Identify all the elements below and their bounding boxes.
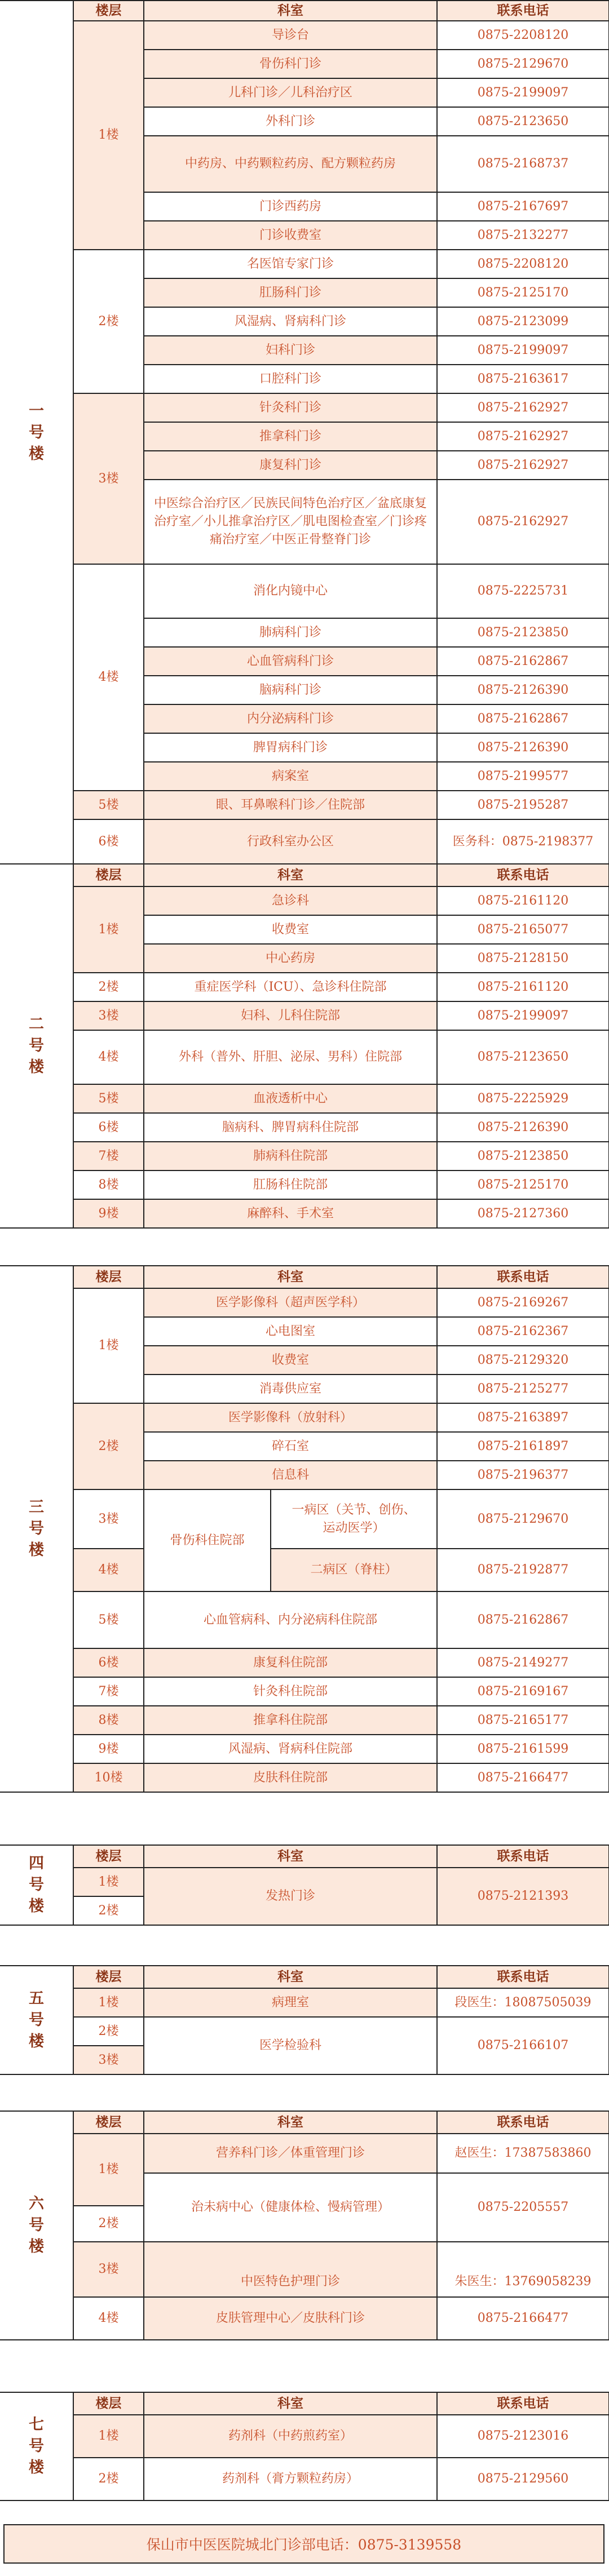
building-2-label-cell — [0, 864, 73, 1228]
floor-cell: 1楼 — [73, 1868, 144, 1896]
phone-cell: 0875-2199577 — [437, 762, 609, 791]
dept-cell: 一病区（关节、创伤、运动医学） — [271, 1489, 437, 1549]
building-1-label-cell — [0, 1, 73, 864]
building-4-table — [0, 1845, 609, 1926]
dept-cell: 肺病科门诊 — [144, 618, 437, 647]
dept-cell: 收费室 — [144, 915, 437, 944]
dept-cell: 儿科门诊／儿科治疗区 — [144, 78, 437, 107]
phone-cell: 0875-2208120 — [437, 21, 609, 50]
phone-cell: 0875-2165077 — [437, 915, 609, 944]
phone-cell: 0875-2162867 — [437, 647, 609, 676]
building-2-table — [0, 863, 609, 1229]
dept-cell: 眼、耳鼻喉科门诊／住院部 — [144, 791, 437, 819]
phone-cell: 0875-2129320 — [437, 1346, 609, 1375]
dept-cell: 名医馆专家门诊 — [144, 250, 437, 278]
phone-cell: 0875-2126390 — [437, 1113, 609, 1142]
phone-cell: 0875-2162867 — [437, 704, 609, 733]
floor-cell: 1楼 — [73, 2134, 144, 2206]
phone-cell: 0875-2125170 — [437, 1170, 609, 1199]
dept-cell: 消毒供应室 — [144, 1375, 437, 1403]
phone-cell: 0875-2123650 — [437, 1030, 609, 1084]
header-dept: 科室 — [144, 1, 437, 21]
header-floor: 楼层 — [73, 1966, 144, 1988]
floor-cell: 9楼 — [73, 1735, 144, 1763]
dept-cell: 治未病中心（健康体检、慢病管理） — [144, 2173, 437, 2242]
building-4-label-cell — [0, 1845, 73, 1925]
dept-cell: 康复科门诊 — [144, 451, 437, 480]
floor-cell: 6楼 — [73, 1648, 144, 1677]
floor-cell: 9楼 — [73, 1199, 144, 1228]
header-dept: 科室 — [144, 1266, 437, 1288]
phone-cell: 0875-2162867 — [437, 1591, 609, 1648]
phone-cell: 0875-2169267 — [437, 1288, 609, 1317]
floor-cell: 3楼 — [73, 2046, 144, 2074]
phone-cell: 0875-2162927 — [437, 451, 609, 480]
phone-cell: 0875-2127360 — [437, 1199, 609, 1228]
floor-cell: 2楼 — [73, 2458, 144, 2500]
floor-cell: 10楼 — [73, 1763, 144, 1792]
phone-cell: 0875-2162927 — [437, 480, 609, 564]
dept-cell: 血液透析中心 — [144, 1084, 437, 1113]
building-6-label-cell — [0, 2111, 73, 2340]
floor-cell: 2楼 — [73, 2206, 144, 2242]
dept-cell: 营养科门诊／体重管理门诊 — [144, 2134, 437, 2173]
building-7-label: 七号楼 — [29, 2416, 44, 2476]
phone-cell: 朱医生：13769058239 — [437, 2242, 609, 2297]
phone-cell: 0875-2125277 — [437, 1375, 609, 1403]
dept-cell: 门诊收费室 — [144, 221, 437, 250]
phone-cell: 0875-2167697 — [437, 192, 609, 221]
dept-cell: 推拿科住院部 — [144, 1706, 437, 1735]
dept-cell: 急诊科 — [144, 886, 437, 915]
floor-cell: 1楼 — [73, 1288, 144, 1403]
dept-cell: 重症医学科（ICU）、急诊科住院部 — [144, 973, 437, 1001]
dept-cell: 心血管病科门诊 — [144, 647, 437, 676]
dept-cell: 医学影像科（放射科） — [144, 1403, 437, 1432]
header-floor: 楼层 — [73, 2392, 144, 2415]
header-floor: 楼层 — [73, 2111, 144, 2134]
phone-cell: 0875-2123850 — [437, 618, 609, 647]
floor-cell: 3楼 — [73, 2242, 144, 2297]
building-6-table — [0, 2111, 609, 2340]
header-floor: 楼层 — [73, 1266, 144, 1288]
phone-cell: 0875-2199097 — [437, 1001, 609, 1030]
header-floor: 楼层 — [73, 1845, 144, 1868]
floor-cell: 1楼 — [73, 886, 144, 973]
dept-cell: 骨伤科门诊 — [144, 50, 437, 78]
phone-cell: 0875-2165177 — [437, 1706, 609, 1735]
phone-cell: 0875-2163617 — [437, 365, 609, 393]
building-3-label: 三号楼 — [29, 1498, 44, 1559]
dept-cell: 消化内镜中心 — [144, 564, 437, 618]
building-7-label-cell — [0, 2392, 73, 2500]
ortho-inpatient-cell: 骨伤科住院部 — [144, 1489, 271, 1591]
dept-cell: 内分泌病科门诊 — [144, 704, 437, 733]
dept-cell: 皮肤科住院部 — [144, 1763, 437, 1792]
dept-cell: 中心药房 — [144, 944, 437, 973]
building-7-table — [0, 2392, 609, 2501]
phone-cell: 0875-2166477 — [437, 2297, 609, 2340]
header-phone: 联系电话 — [437, 1266, 609, 1288]
floor-cell: 7楼 — [73, 1677, 144, 1706]
phone-cell: 医务科：0875-2198377 — [437, 819, 609, 864]
floor-cell: 2楼 — [73, 1403, 144, 1489]
phone-cell: 0875-2132277 — [437, 221, 609, 250]
phone-cell: 0875-2162927 — [437, 393, 609, 422]
phone-cell: 0875-2161599 — [437, 1735, 609, 1763]
phone-cell: 0875-2129560 — [437, 2458, 609, 2500]
dept-cell: 医学影像科（超声医学科） — [144, 1288, 437, 1317]
dept-cell: 收费室 — [144, 1346, 437, 1375]
phone-cell: 0875-2208120 — [437, 250, 609, 278]
floor-cell: 8楼 — [73, 1706, 144, 1735]
dept-cell: 心血管病科、内分泌病科住院部 — [144, 1591, 437, 1648]
dept-cell: 脑病科门诊 — [144, 676, 437, 704]
header-phone: 联系电话 — [437, 2111, 609, 2134]
phone-cell: 0875-2123650 — [437, 107, 609, 136]
dept-cell: 皮肤管理中心／皮肤科门诊 — [144, 2297, 437, 2340]
dept-cell: 脑病科、脾胃病科住院部 — [144, 1113, 437, 1142]
footer-phone-banner: 保山市中医医院城北门诊部电话：0875-3139558 — [3, 2524, 604, 2564]
phone-cell: 0875-2126390 — [437, 676, 609, 704]
header-floor: 楼层 — [73, 864, 144, 886]
phone-cell: 0875-2199097 — [437, 78, 609, 107]
header-dept: 科室 — [144, 2111, 437, 2134]
phone-cell: 0875-2205557 — [437, 2173, 609, 2242]
building-4-label: 四号楼 — [29, 1855, 44, 1915]
phone-cell: 0875-2128150 — [437, 944, 609, 973]
dept-cell: 外科（普外、肝胆、泌尿、男科）住院部 — [144, 1030, 437, 1084]
header-phone: 联系电话 — [437, 864, 609, 886]
phone-cell: 0875-2129670 — [437, 1489, 609, 1549]
phone-cell: 段医生：18087505039 — [437, 1988, 609, 2017]
floor-cell: 2楼 — [73, 250, 144, 393]
phone-cell: 0875-2162367 — [437, 1317, 609, 1346]
dept-cell: 康复科住院部 — [144, 1648, 437, 1677]
phone-cell: 0875-2168737 — [437, 136, 609, 192]
dept-cell: 脾胃病科门诊 — [144, 733, 437, 762]
building-5-label-cell — [0, 1966, 73, 2074]
dept-cell: 病理室 — [144, 1988, 437, 2017]
dept-cell: 风湿病、肾病科住院部 — [144, 1735, 437, 1763]
dept-cell: 病案室 — [144, 762, 437, 791]
floor-cell: 6楼 — [73, 819, 144, 864]
dept-cell: 中医综合治疗区／民族民间特色治疗区／盆底康复治疗室／小儿推拿治疗区／肌电图检查室／门诊疼痛治疗室／中医正骨整脊门诊 — [144, 480, 437, 564]
header-dept: 科室 — [144, 1845, 437, 1868]
floor-cell: 8楼 — [73, 1170, 144, 1199]
floor-cell: 4楼 — [73, 2297, 144, 2340]
phone-cell: 0875-2225929 — [437, 1084, 609, 1113]
dept-cell: 二病区（脊柱） — [271, 1549, 437, 1591]
floor-cell: 2楼 — [73, 2017, 144, 2046]
phone-cell: 0875-2195287 — [437, 791, 609, 819]
dept-cell: 信息科 — [144, 1461, 437, 1489]
building-1-label: 一号楼 — [29, 402, 44, 463]
building-3-table — [0, 1265, 609, 1793]
dept-cell: 针灸科门诊 — [144, 393, 437, 422]
dept-cell: 导诊台 — [144, 21, 437, 50]
phone-cell: 0875-2162927 — [437, 422, 609, 451]
dept-cell: 发热门诊 — [144, 1868, 437, 1925]
phone-cell: 0875-2196377 — [437, 1461, 609, 1489]
phone-cell: 0875-2199097 — [437, 336, 609, 365]
header-phone: 联系电话 — [437, 2392, 609, 2415]
floor-cell: 5楼 — [73, 1084, 144, 1113]
header-phone: 联系电话 — [437, 1966, 609, 1988]
floor-cell: 5楼 — [73, 1591, 144, 1648]
phone-cell: 0875-2163897 — [437, 1403, 609, 1432]
building-2-label: 二号楼 — [29, 1016, 44, 1076]
phone-cell: 0875-2125170 — [437, 278, 609, 307]
phone-cell: 0875-2126390 — [437, 733, 609, 762]
floor-cell: 4楼 — [73, 1030, 144, 1084]
dept-cell: 肺病科住院部 — [144, 1142, 437, 1170]
dept-cell: 肛肠科住院部 — [144, 1170, 437, 1199]
phone-cell: 0875-2123016 — [437, 2415, 609, 2458]
header-dept: 科室 — [144, 1966, 437, 1988]
phone-cell: 0875-2192877 — [437, 1549, 609, 1591]
floor-cell: 1楼 — [73, 2415, 144, 2458]
phone-cell: 0875-2129670 — [437, 50, 609, 78]
floor-cell: 3楼 — [73, 1001, 144, 1030]
dept-cell: 心电图室 — [144, 1317, 437, 1346]
floor-cell: 2楼 — [73, 973, 144, 1001]
floor-cell: 3楼 — [73, 1489, 144, 1549]
building-6-label: 六号楼 — [29, 2195, 44, 2255]
phone-cell: 0875-2121393 — [437, 1868, 609, 1925]
dept-cell: 外科门诊 — [144, 107, 437, 136]
dept-cell: 碎石室 — [144, 1432, 437, 1461]
building-3-label-cell — [0, 1266, 73, 1792]
building-5-label: 五号楼 — [29, 1989, 44, 2050]
phone-cell: 0875-2169167 — [437, 1677, 609, 1706]
dept-cell: 行政科室办公区 — [144, 819, 437, 864]
floor-cell: 7楼 — [73, 1142, 144, 1170]
dept-cell: 药剂科（中药煎药室） — [144, 2415, 437, 2458]
floor-cell: 6楼 — [73, 1113, 144, 1142]
phone-cell: 0875-2225731 — [437, 564, 609, 618]
floor-cell: 3楼 — [73, 393, 144, 564]
dept-cell: 妇科、儿科住院部 — [144, 1001, 437, 1030]
floor-cell: 5楼 — [73, 791, 144, 819]
floor-cell: 1楼 — [73, 1988, 144, 2017]
dept-cell: 医学检验科 — [144, 2017, 437, 2074]
dept-cell: 中医特色护理门诊 — [144, 2242, 437, 2297]
header-phone: 联系电话 — [437, 1845, 609, 1868]
floor-cell: 1楼 — [73, 21, 144, 250]
phone-cell: 0875-2161120 — [437, 886, 609, 915]
floor-cell: 4楼 — [73, 1549, 144, 1591]
dept-cell: 针灸科住院部 — [144, 1677, 437, 1706]
phone-cell: 0875-2149277 — [437, 1648, 609, 1677]
header-floor: 楼层 — [73, 1, 144, 21]
building-5-table — [0, 1965, 609, 2075]
dept-cell: 风湿病、肾病科门诊 — [144, 307, 437, 336]
phone-cell: 0875-2123099 — [437, 307, 609, 336]
floor-cell: 2楼 — [73, 1896, 144, 1925]
phone-cell: 0875-2166477 — [437, 1763, 609, 1792]
dept-cell: 妇科门诊 — [144, 336, 437, 365]
header-dept: 科室 — [144, 864, 437, 886]
header-phone: 联系电话 — [437, 1, 609, 21]
header-dept: 科室 — [144, 2392, 437, 2415]
dept-cell: 麻醉科、手术室 — [144, 1199, 437, 1228]
dept-cell: 推拿科门诊 — [144, 422, 437, 451]
dept-cell: 门诊西药房 — [144, 192, 437, 221]
building-1-table — [0, 0, 609, 865]
phone-cell: 赵医生：17387583860 — [437, 2134, 609, 2173]
dept-cell: 药剂科（膏方颗粒药房） — [144, 2458, 437, 2500]
dept-cell: 口腔科门诊 — [144, 365, 437, 393]
dept-cell: 肛肠科门诊 — [144, 278, 437, 307]
phone-cell: 0875-2161120 — [437, 973, 609, 1001]
phone-cell: 0875-2166107 — [437, 2017, 609, 2074]
dept-cell: 中药房、中药颗粒药房、配方颗粒药房 — [144, 136, 437, 192]
phone-cell: 0875-2123850 — [437, 1142, 609, 1170]
floor-cell: 4楼 — [73, 564, 144, 791]
phone-cell: 0875-2161897 — [437, 1432, 609, 1461]
